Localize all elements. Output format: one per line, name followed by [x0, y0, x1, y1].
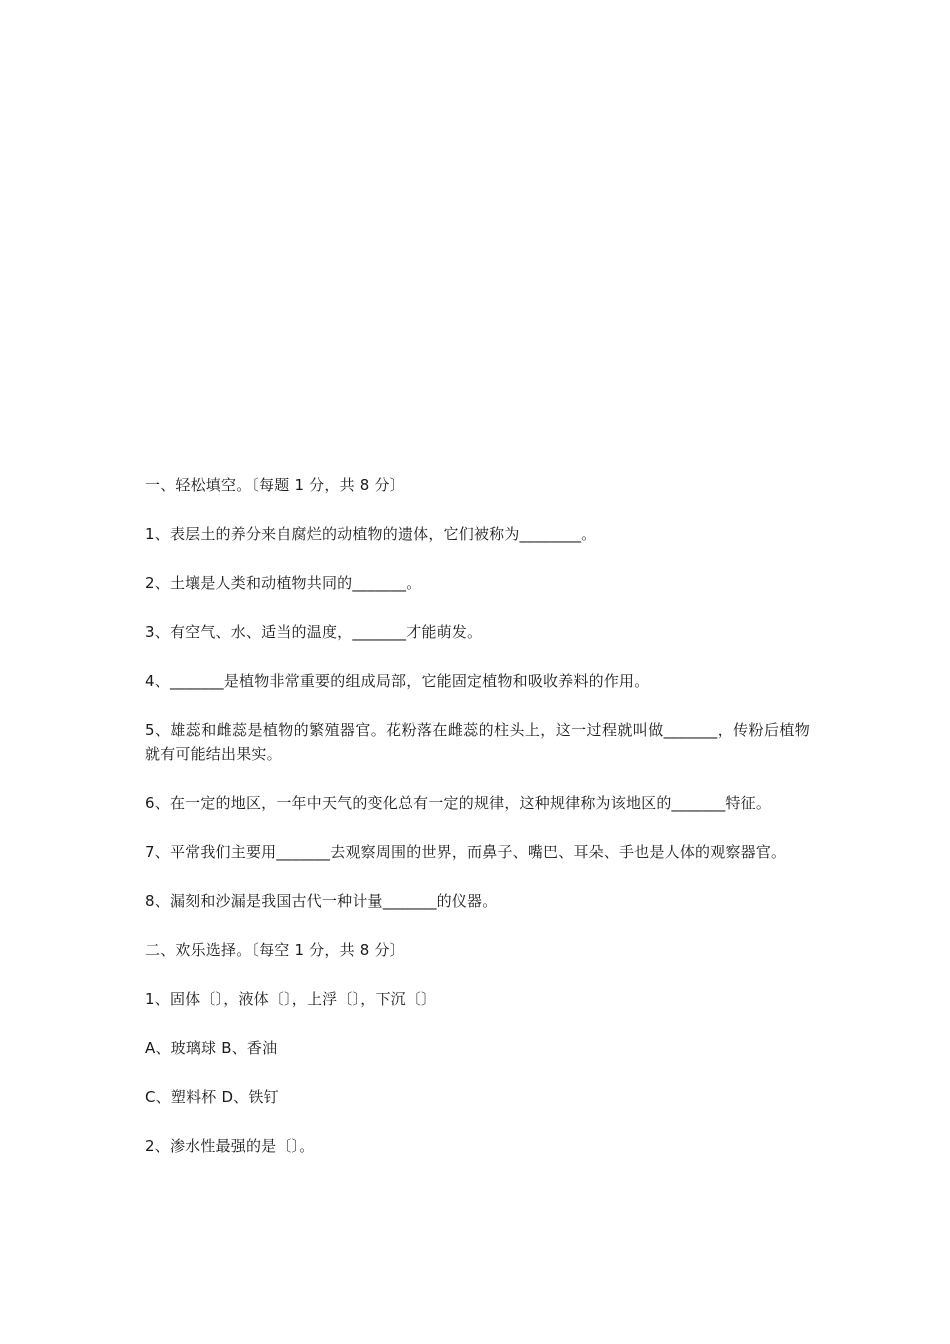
question-5: 5、雄蕊和雌蕊是植物的繁殖器官。花粉落在雌蕊的柱头上，这一过程就叫做_______，传粉后植物就有可能结出果实。 — [145, 721, 810, 763]
question-2: 2、土壤是人类和动植物共同的_______。 — [145, 574, 422, 592]
document-body — [145, 473, 810, 1183]
section-heading-choice: 二、欢乐选择。〔每空 1 分，共 8 分〕 — [145, 941, 405, 959]
choice-options-cd: C、塑料杯 D、铁钉 — [145, 1088, 279, 1106]
question-7: 7、平常我们主要用_______去观察周围的世界，而鼻子、嘴巴、耳朵、手也是人体的观察器官。 — [145, 843, 787, 861]
choice-question-2: 2、渗水性最强的是〔〕。 — [145, 1137, 315, 1155]
question-4: 4、_______是植物非常重要的组成局部，它能固定植物和吸收养料的作用。 — [145, 672, 650, 690]
question-1: 1、表层土的养分来自腐烂的动植物的遗体，它们被称为________。 — [145, 525, 597, 543]
section-heading-fill-in: 一、轻松填空。〔每题 1 分，共 8 分〕 — [145, 476, 405, 494]
choice-options-ab: A、玻璃球 B、香油 — [145, 1039, 278, 1057]
question-8: 8、漏刻和沙漏是我国古代一种计量_______的仪器。 — [145, 892, 498, 910]
question-3: 3、有空气、水、适当的温度，_______才能萌发。 — [145, 623, 483, 641]
question-6: 6、在一定的地区，一年中天气的变化总有一定的规律，这种规律称为该地区的_______特征。 — [145, 794, 772, 812]
choice-question-1: 1、固体〔〕，液体〔〕，上浮〔〕，下沉〔〕 — [145, 990, 437, 1008]
